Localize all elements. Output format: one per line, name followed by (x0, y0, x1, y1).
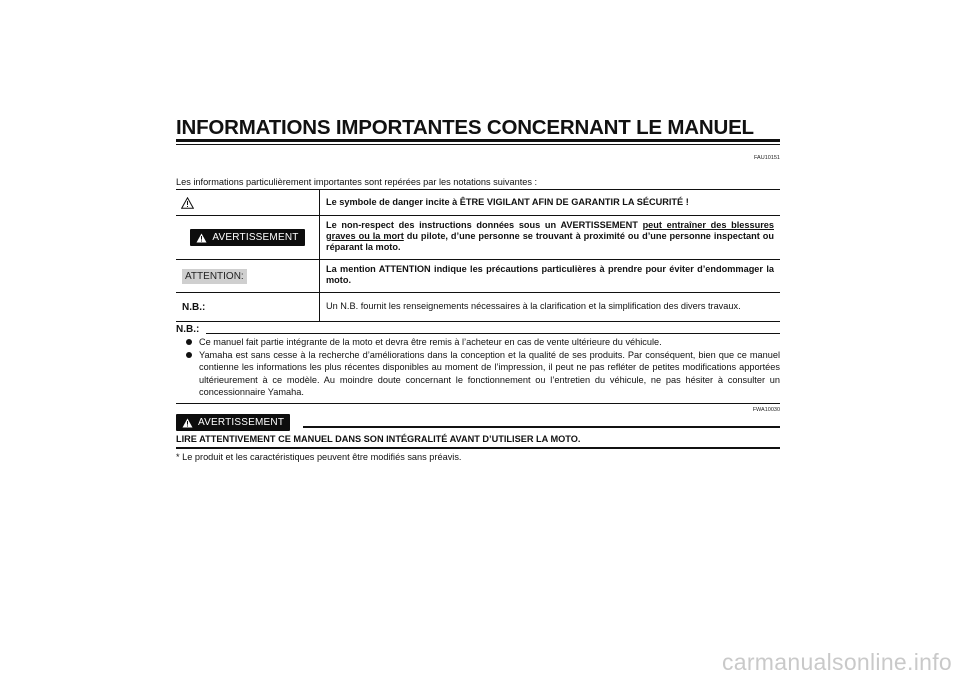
intro-text: Les informations particulièrement importantes sont repérées par les notations suivantes : (176, 177, 538, 187)
warning-badge: AVERTISSEMENT (190, 229, 304, 246)
warning-text: LIRE ATTENTIVEMENT CE MANUEL DANS SON INTÉGRALITÉ AVANT D’UTILISER LA MOTO. (176, 434, 581, 444)
reference-code: FAU10151 (754, 155, 780, 161)
bullet-icon (186, 339, 192, 345)
footnote: * Le produit et les caractéristiques peuvent être modifiés sans préavis. (176, 452, 462, 462)
bullet-icon (186, 352, 192, 358)
list-item: Ce manuel fait partie intégrante de la moto et devra être remis à l’acheteur en cas de vente ultérieure du véhicule. (176, 336, 780, 349)
title-rule (176, 139, 780, 142)
table-row (176, 260, 780, 293)
attention-badge: ATTENTION: (182, 269, 247, 284)
nb-heading: N.B.: (176, 324, 200, 335)
table-row (176, 216, 780, 260)
nb-end-rule (176, 403, 780, 404)
reference-code: FWA10030 (752, 407, 780, 413)
table-row (176, 293, 780, 322)
nb-description: Un N.B. fournit les renseignements nécessaires à la clarification et la simplification des divers travaux. (326, 300, 741, 311)
title-rule-thin (176, 144, 780, 145)
notation-table (176, 189, 780, 322)
warning-description: Le non-respect des instructions données sous un AVERTISSEMENT peut entraîner des blessures graves ou la mort du pilote, d’une personne se trouvant à proximité ou d’une personne inspectant ou réparant la moto. (326, 220, 774, 252)
warning-triangle-icon (182, 418, 193, 428)
warning-end-rule (176, 447, 780, 449)
warning-rule (303, 426, 780, 428)
watermark: carmanualsonline.info (721, 649, 952, 675)
nb-list (176, 336, 780, 399)
page-title: INFORMATIONS IMPORTANTES CONCERNANT LE MANUEL (176, 116, 754, 139)
nb-rule (206, 333, 780, 334)
warning-triangle-icon (181, 197, 194, 209)
attention-description: La mention ATTENTION indique les précautions particulières à prendre pour éviter d’endommager la moto. (326, 264, 774, 285)
hazard-symbol-text: Le symbole de danger incite à ÊTRE VIGILANT AFIN DE GARANTIR LA SÉCURITÉ ! (326, 197, 689, 207)
warning-badge: AVERTISSEMENT (176, 414, 290, 431)
nb-label: N.B.: (182, 301, 206, 313)
table-row (176, 190, 780, 216)
warning-triangle-icon (196, 233, 207, 243)
list-item: Yamaha est sans cesse à la recherche d’améliorations dans la conception et la qualité de ses produits. Par conséquent, bien que ce manuel contienne les informations les plus récentes disponibles au moment de l’impression, il peut ne pas refléter de petites modifications apportées ultérieurement à ce modèle. Au moindre doute concernant le fonctionnement ou l’entretien du véhicule, ne pas hésiter à consulter un concessionnaire Yamaha. (176, 349, 780, 399)
